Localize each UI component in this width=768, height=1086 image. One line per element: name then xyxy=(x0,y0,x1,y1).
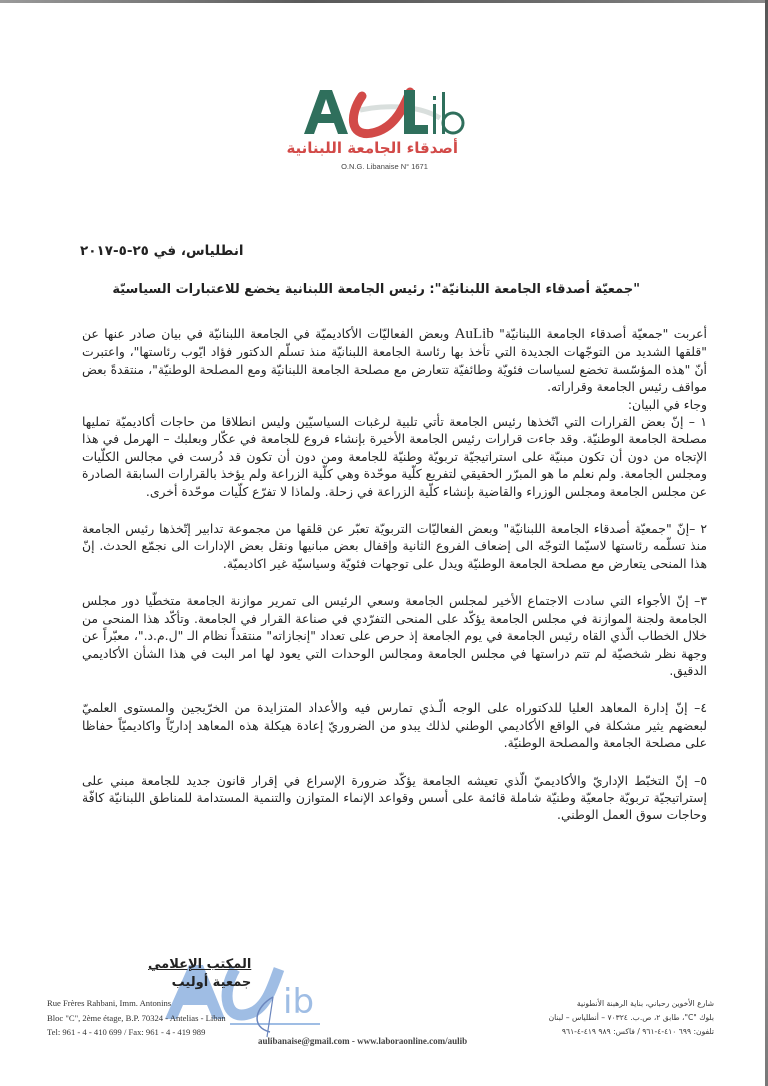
address-fr-line: Bloc "C", 2ème étage, B.P. 70324 - Antelias - Liban xyxy=(47,1012,226,1023)
point-4: ٤– إنّ إدارة المعاهد العليا للدكتوراه على الوجه الّـذي تمارس فيه والأعداد المتزايدة من الخرّيجين والمستوى العلميّ لبعضهم يثير مشكلة في الواقع الأكاديمي الوطني لذلك يبدو من الضروريّ إعادة هيكلة هذه المعاهد إداريّاً واكاديميّاً حفاظا على مصلحة الجامعة والمصلحة الوطنيّة. xyxy=(82,700,707,751)
intro-text-1: أعربت "جمعيّة أصدقاء الجامعة اللبنانيّة" xyxy=(493,326,707,341)
address-ar-line: شارع الأخوين رحباني، بناية الرهبنة الأنطونية xyxy=(576,999,714,1008)
point-1: ١ – إنّ بعض القرارات التي اتّخذها رئيس الجامعة تأتي تلبية لرغبات السياسيّين وليس انطلاقا من حاجات أكاديميّة تمليها مصلحة الجامعة الوطنيّة. وقد جاءت قرارات رئيس الجامعة الأخيرة بإنشاء فروع للجامعة في عكّار وبعلبك – الهرمل في هذا الإتجاه من دون أن تكون مبنيّة على استراتيجيّة تربويّة وطنيّة للجامعة ومن دون أن تكون قد دُرست في مجالس الكلّيات ومجلس الجامعة. ولم نعلم ما هو المبرّر الحقيقي لتفريع كلّية موحّدة وهي كلّية الزراعة ولم يؤخذ بالقرارات السابقة الصادرة عن مجلس الجامعة ومجلس الوزراء والقاضية بإنشاء كلّية الزراعة في زحلة. ولماذا لا تفرّع كلّيات موحّدة أخرى. xyxy=(82,414,707,499)
letter-title: "جمعيّة أصدقاء الجامعة اللبنانيّة": رئيس الجامعة اللبنانية يخضع للاعتبارات السياسيّة xyxy=(112,282,640,297)
ngo-registration: O.N.G. Libanaise N° 1671 xyxy=(341,162,428,171)
point-5: ٥– إنّ التخبّط الإداريّ والأكاديميّ الّذي تعيشه الجامعة يؤكّد ضرورة الإسراع في إقرار قانون جديد للجامعة مبني على إستراتيجيّة تربويّة جامعيّة وطنيّة شاملة قائمة على أسس وقواعد الإنماء المتوازن والتنمية المستدامة للمناطق اللبنانيّة كافّة وحاجات سوق العمل الوطني. xyxy=(82,772,707,823)
intro-paragraph xyxy=(82,325,707,396)
svg-text:ib: ib xyxy=(283,982,315,1022)
signature-association: جمعية أوليب xyxy=(171,975,252,990)
address-ar-line: تلفون: ٦٩٩ ٤١٠-٤-٩٦١ / فاكس: ٩٨٩ ٤١٩-٤-٩٦١ xyxy=(561,1027,714,1036)
statement-intro: وجاء في البيان: xyxy=(627,396,707,412)
point-2: ٢ –إنّ "جمعيّة أصدقاء الجامعة اللبنانيّة" وبعض الفعاليّات التربويّة تعبّر عن قلقها من مجموعة تدابير إتّخذها رئيس الجامعة منذ تسلّمه رئاستها لاسيّما التوجّه الى إضعاف الفروع الثانية وإقفال بعض مبانيها ونقل بعض الإدارات الى نجمّع الحدث. إنّ هذا المنحى يتعارض مع مصلحة الجامعة الوطنيّة ويدل على توجهات فئويّة وسياسيّة غير اكاديميّة. xyxy=(82,521,707,571)
aulib-logo-icon xyxy=(300,82,470,140)
letter-date: انطلياس، في ٢٥-٥-٢٠١٧ xyxy=(80,243,244,259)
footer-address-ar xyxy=(538,997,714,1039)
signature-office: المكتب الإعلامي xyxy=(148,957,252,972)
point-3: ٣– إنّ الأجواء التي سادت الاجتماع الأخير لمجلس الجامعة وسعي الرئيس الى تمرير موازنة الجامعة متخطّيا دور مجلس الجامعة ولجنة الموازنة في مجلس الجامعة يؤكّد على المنحى التفرّدي في صناعة القرار في الجامعة. وتأكّد هذا المنحى من خلال الخطاب الّذي القاه رئيس الجامعة في يوم الجامعة إذ حرص على تعداد "إنجازاته" منتقداً نظام الـ "ل.م.د."، معبّراً عن وجهة نظر شخصيّة لم تتم دراستها في مجلس الجامعة ومجالس الوحدات التي يعود لها امر البت في هذا الشأن الأكاديمي الدقيق. xyxy=(82,593,707,678)
address-ar-line: بلوك "C"، طابق ٢، ص.ب. ٧٠٣٢٤ – أنطلياس – لبنان xyxy=(548,1013,714,1022)
footer-contact: aulibanaise@gmail.com - www.laboraonline.com/aulib xyxy=(258,1036,468,1046)
scan-edge-top xyxy=(0,0,768,3)
address-fr-line: Tel: 961 - 4 - 410 699 / Fax: 961 - 4 - 419 989 xyxy=(47,1027,206,1037)
address-fr-line: Rue Frères Rahbani, Imm. Antonins xyxy=(47,998,172,1008)
footer-address-fr xyxy=(47,996,226,1040)
intro-aulib: AuLib xyxy=(454,326,494,342)
aulib-logo xyxy=(286,82,470,172)
signature-block xyxy=(148,956,251,992)
intro-text-2: وبعض الفعاليّات الأكاديميّة في الجامعة اللبنانيّة في بيان صادر عنها عن "قلقها الشديد من التوجّهات الجديدة التي تأخذ بها رئاسة الجامعة اللبنانيّة منذ تسلّم الدكتور فؤاد ايّوب رئاستها"، واعتبرت أنّ "هذه المؤسّسة تخضع لسياسات فئويّة وطائفيّة تتعارض مع مصلحة الجامعة اللبنانيّة ومع المصلحة الوطنيّة"، منتقدةً بعض مواقف رئيس الجامعة وقراراته. xyxy=(82,326,707,395)
letter-body xyxy=(82,325,707,824)
logo-arabic-name: أصدقاء الجامعة اللبنانية xyxy=(286,139,458,157)
